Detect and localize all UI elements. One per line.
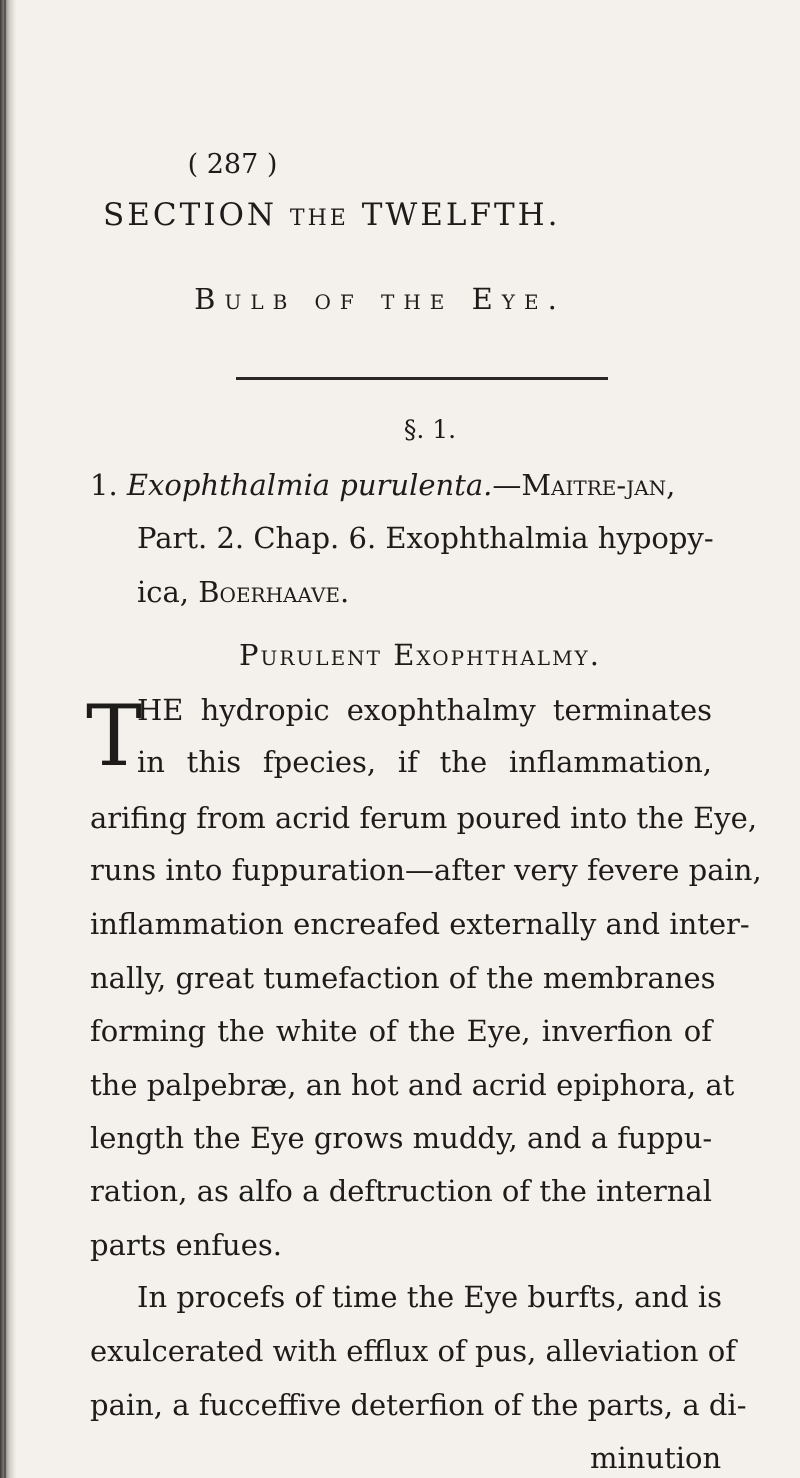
entry-line-2: Part. 2. Chap. 6. Exophthalmia hypopy- bbox=[137, 521, 714, 555]
entry-author: Boerhaave. bbox=[198, 575, 350, 609]
divider-rule bbox=[236, 377, 608, 380]
body-line: In procefs of time the Eye burfts, and is bbox=[137, 1280, 723, 1314]
section-heading-word: SECTION bbox=[103, 197, 278, 233]
entry-title: Exophthalmia purulenta. bbox=[126, 468, 493, 502]
page-number: ( 287 ) bbox=[187, 149, 278, 180]
body-line: parts enfues. bbox=[90, 1228, 282, 1262]
entry-line-3 bbox=[137, 574, 437, 610]
entry-author: —Maitre-jan, bbox=[492, 468, 676, 502]
body-line: nally, great tumefaction of the membranes bbox=[90, 961, 716, 995]
body-line: arifing from acrid ferum poured into the Eye, bbox=[90, 801, 758, 835]
body-line: exulcerated with efflux of pus, alleviation of bbox=[90, 1334, 736, 1368]
body-line: HE hydropic exophthalmy terminates bbox=[137, 693, 712, 727]
body-line: the palpebræ, an hot and acrid epiphora, at bbox=[90, 1068, 735, 1102]
body-line: pain, a fucceffive deterfion of the parts, a di- bbox=[90, 1388, 747, 1422]
drop-cap: T bbox=[86, 687, 143, 785]
body-line: in this fpecies, if the inflammation, bbox=[137, 745, 712, 779]
section-heading-word: TWELFTH. bbox=[361, 197, 561, 233]
entry-line-1 bbox=[90, 467, 714, 503]
body-line: runs into fuppuration—after very fevere pain, bbox=[90, 853, 762, 887]
paragraph-mark: §. 1. bbox=[403, 415, 457, 444]
body-line: length the Eye grows muddy, and a fuppu- bbox=[90, 1121, 713, 1155]
body-line: forming the white of the Eye, inverfion of bbox=[90, 1014, 712, 1048]
body-line: ration, as alfo a deftruction of the internal bbox=[90, 1174, 712, 1208]
disease-title: Purulent Exophthalmy. bbox=[239, 638, 601, 672]
section-heading-word: THE bbox=[289, 206, 349, 231]
catchword: minution bbox=[590, 1441, 722, 1475]
body-line: inflammation encreafed externally and inter- bbox=[90, 907, 750, 941]
scan-edge-line bbox=[4, 0, 6, 1478]
subheading: Bulb of the Eye. bbox=[194, 282, 566, 316]
entry-text: ica, bbox=[137, 575, 190, 609]
section-heading bbox=[103, 197, 680, 237]
scan-edge bbox=[0, 0, 16, 1478]
entry-number: 1. bbox=[90, 468, 118, 502]
